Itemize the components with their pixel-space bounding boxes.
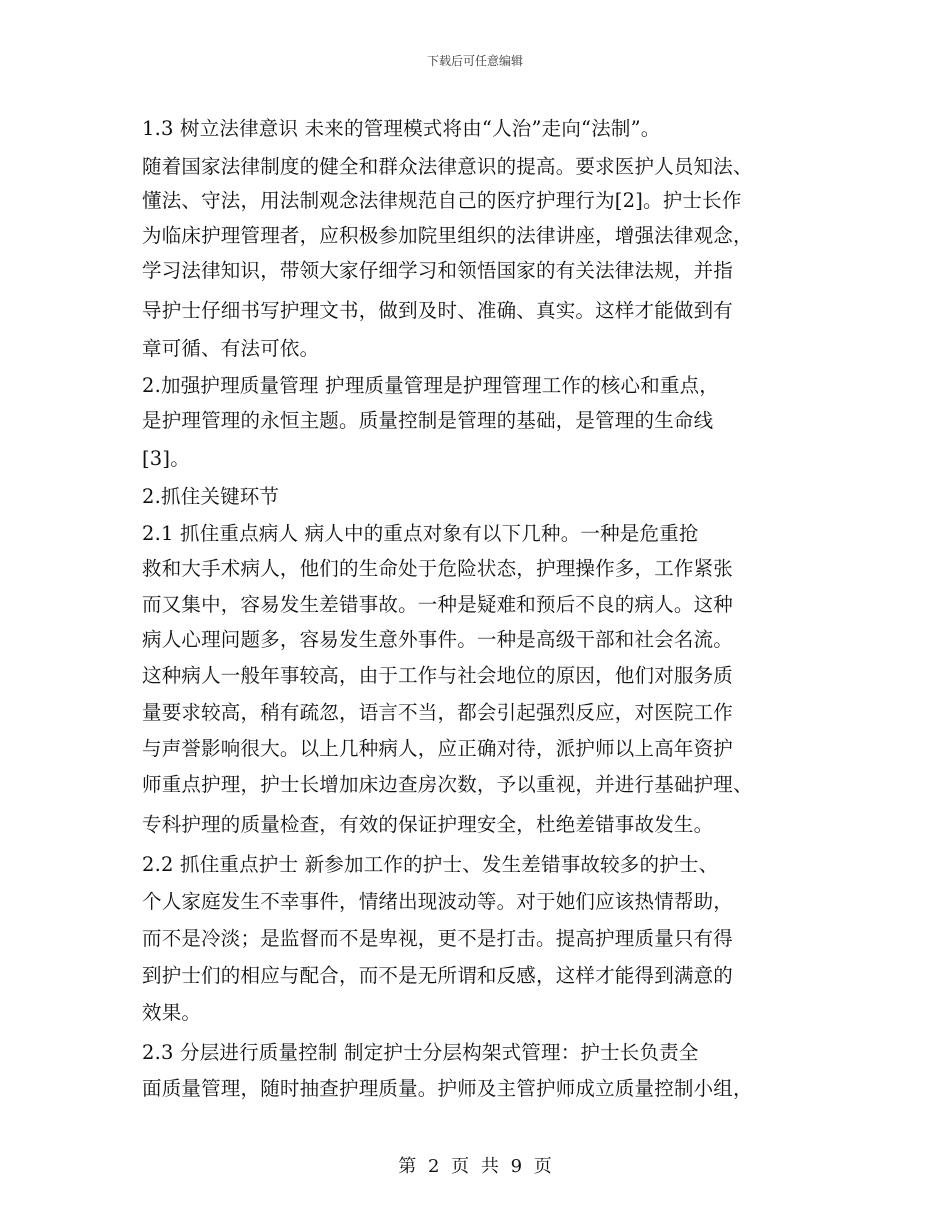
- text-line: 病人心理问题多，容易发生意外事件。一种是高级干部和社会名流。: [142, 628, 734, 651]
- text-line: 而不是冷淡；是监督而不是卑视，更不是打击。提高护理质量只有得: [142, 927, 734, 950]
- text-line: 与声誉影响很大。以上几种病人，应正确对待，派护师以上高年资护: [142, 737, 734, 760]
- text-line: 个人家庭发生不幸事件，情绪出现波动等。对于她们应该热情帮助，: [142, 890, 734, 913]
- text-line: 学习法律知识，带领大家仔细学习和领悟国家的有关法律法规，并指: [142, 259, 734, 282]
- text-line: 到护士们的相应与配合，而不是无所谓和反感，这样才能得到满意的: [142, 964, 734, 987]
- text-line: 效果。: [142, 1001, 202, 1024]
- text-line: 是护理管理的永恒主题。质量控制是管理的基础，是管理的生命线: [142, 409, 714, 432]
- text-line: 面质量管理，随时抽查护理质量。护师及主管护师成立质量控制小组，: [142, 1077, 753, 1100]
- text-line: 为临床护理管理者，应积极参加院里组织的法律讲座，增强法律观念，: [142, 224, 753, 247]
- text-line: 2.2 抓住重点护士 新参加工作的护士、发生差错事故较多的护士、: [142, 853, 719, 876]
- text-line: 章可循、有法可依。: [142, 337, 320, 360]
- text-line: 这种病人一般年事较高，由于工作与社会地位的原因，他们对服务质: [142, 664, 734, 687]
- text-line: 随着国家法律制度的健全和群众法律意识的提高。要求医护人员知法、: [142, 155, 753, 178]
- page-header: 下载后可任意编辑: [426, 54, 523, 68]
- text-line: 懂法、守法，用法制观念法律规范自己的医疗护理行为[2]。护士长作: [142, 189, 742, 212]
- text-line: 量要求较高，稍有疏忽，语言不当，都会引起强烈反应，对医院工作: [142, 701, 734, 724]
- text-line: 1.3 树立法律意识 未来的管理模式将由“人治”走向“法制”。: [142, 117, 661, 140]
- text-line: 2.3 分层进行质量控制 制定护士分层构架式管理：护士长负责全: [142, 1041, 699, 1064]
- text-line: 2.抓住关键环节: [142, 485, 280, 508]
- text-line: 导护士仔细书写护理文书，做到及时、准确、真实。这样才能做到有: [142, 299, 734, 322]
- text-line: 救和大手术病人，他们的生命处于危险状态，护理操作多，工作紧张: [142, 557, 734, 580]
- text-line: 专科护理的质量检查，有效的保证护理安全，杜绝差错事故发生。: [142, 813, 714, 836]
- text-line: [3]。: [142, 447, 190, 470]
- text-line: 2.1 抓住重点病人 病人中的重点对象有以下几种。一种是危重抢: [142, 522, 699, 545]
- text-line: 2.加强护理质量管理 护理质量管理是护理管理工作的核心和重点，: [142, 374, 720, 397]
- text-line: 师重点护理，护士长增加床边查房次数，予以重视，并进行基础护理、: [142, 773, 753, 796]
- page-footer: 第 2 页 共 9 页: [398, 1156, 552, 1177]
- text-line: 而又集中，容易发生差错事故。一种是疑难和预后不良的病人。这种: [142, 593, 734, 616]
